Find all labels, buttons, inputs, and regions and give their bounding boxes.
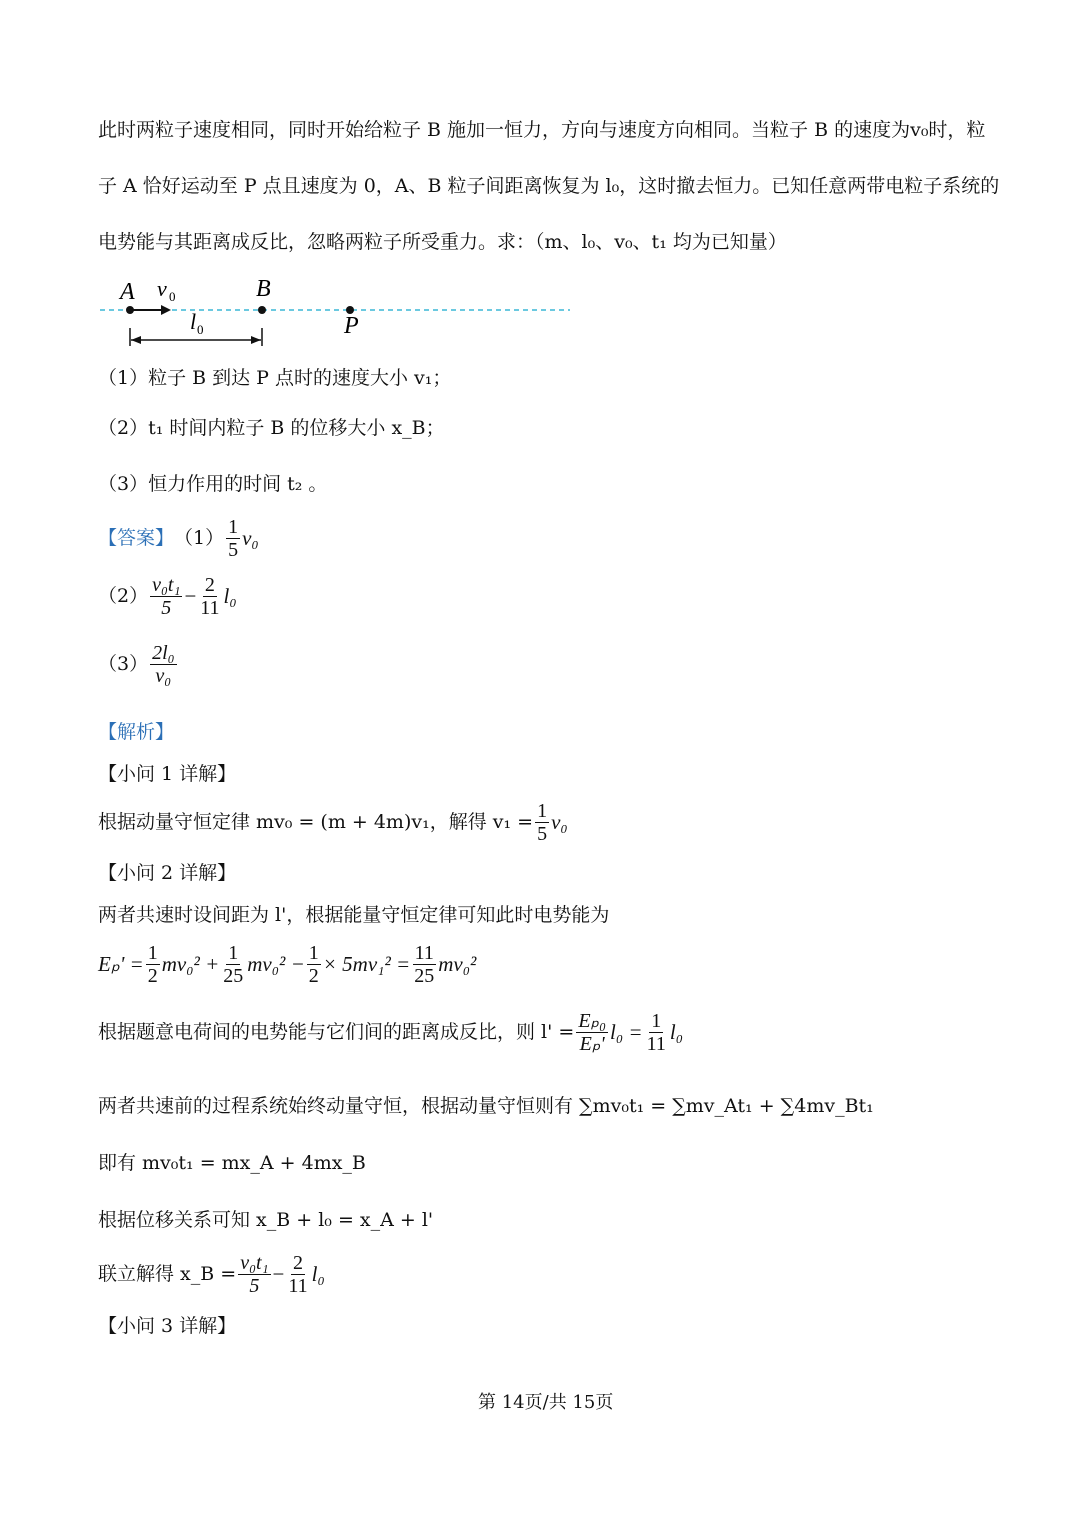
solution-2-line-7 [98,1252,325,1297]
page-number: 第 14页/共 15页 [478,1392,614,1413]
intro-line-2: 子 A 恰好运动至 P 点且速度为 0，A、B 粒子间距离恢复为 l₀，这时撤去恒力。已知任意两带电粒子系统的 [98,175,1000,197]
frac-den: v₀ [155,665,172,687]
question-3: （3）恒力作用的时间 t₂ 。 [98,473,328,495]
answer-1-tail: v₀ [242,526,259,550]
answer-2-op: − [184,584,197,608]
solution-1-tail: v₀ [551,810,568,834]
energy-frac-4 [412,942,436,987]
solution-2-line-7-text: 联立解得 x_B = [98,1263,237,1285]
frac-den: 25 [414,965,435,987]
solution-1 [98,800,568,845]
solution-2-line-3-mid: l₀ = [610,1020,643,1044]
frac-num: 2 [204,574,215,596]
solution-1-text: 根据动量守恒定律 mv₀ = (m + 4m)v₁，解得 v₁ = [98,811,534,833]
ratio-frac [645,1010,668,1055]
xb-tail: l₀ [311,1262,325,1286]
frac-num: 1 [228,516,239,538]
energy-frac-3 [307,942,321,987]
frac-num: Eₚ₀ [578,1010,607,1032]
answer-3 [98,642,179,687]
question-1: （1）粒子 B 到达 P 点时的速度大小 v₁； [98,367,452,389]
solution-2-line-3 [98,1010,683,1055]
dim-arrow-right-icon [251,336,261,344]
answer-tag: 【答案】 [98,527,175,549]
question-2: （2）t₁ 时间内粒子 B 的位移大小 x_B； [98,417,445,439]
label-b: B [256,276,271,302]
solution-2-line-5: 即有 mv₀t₁ = mx_A + 4mx_B [98,1152,366,1174]
label-v0: v [157,276,167,301]
intro-line-3: 电势能与其距离成反比，忽略两粒子所受重力。求：（m、l₀、v₀、t₁ 均为已知量） [98,231,787,253]
frac-den: 25 [223,965,244,987]
answer-1-fraction [226,516,240,561]
frac-den: 2 [308,965,319,987]
label-l0: l [190,309,197,334]
frac-num: v₀t₁ [152,574,181,596]
sub-question-2-title: 【小问 2 详解】 [98,862,237,884]
sub-question-1-title: 【小问 1 详解】 [98,763,237,785]
solution-2-line-3-text: 根据题意电荷间的电势能与它们间的距离成反比，则 l' = [98,1021,575,1043]
solution-2-line-1: 两者共速时设间距为 l'，根据能量守恒定律可知此时电势能为 [98,904,610,926]
label-v0-sub: 0 [169,289,176,304]
frac-den: 11 [646,1033,666,1055]
solution-1-frac [535,800,549,845]
answer-3-label: （3） [98,653,149,675]
sub-question-3-title: 【小问 3 详解】 [98,1315,237,1337]
energy-term-4: mv₀² [438,952,477,976]
energy-term-1: mv₀² + [161,952,220,976]
label-p: P [344,313,359,339]
frac-num: 1 [147,942,158,964]
xb-frac-2 [286,1252,309,1297]
answer-2-tail: l₀ [223,584,237,608]
frac-den: 11 [288,1275,308,1297]
energy-term-2: mv₀² − [247,952,305,976]
frac-num: 11 [414,942,434,964]
answer-2 [98,574,237,619]
frac-den: 5 [161,597,172,619]
frac-den: 2 [147,965,158,987]
answer-2-frac-1 [150,574,182,619]
energy-ratio-frac [576,1010,608,1055]
frac-num: 1 [537,800,548,822]
label-l0-sub: 0 [197,322,204,337]
frac-den: 5 [249,1275,260,1297]
frac-den: 11 [200,597,220,619]
xb-op: − [272,1262,285,1286]
frac-den: Eₚ' [579,1033,605,1055]
xb-frac-1 [238,1252,270,1297]
point-b [258,306,266,314]
answer-2-label: （2） [98,585,149,607]
particle-diagram [95,270,585,360]
solution-2-line-4: 两者共速前的过程系统始终动量守恒，根据动量守恒则有 ∑mv₀t₁ = ∑mv_At₁ + ∑4mv_Bt₁ [98,1095,874,1117]
energy-equation [98,942,476,987]
frac-num: 1 [308,942,319,964]
answer-3-frac [150,642,177,687]
energy-term-3: × 5mv₁² = [322,952,411,976]
answer-2-frac-2 [198,574,221,619]
answer-1-label: （1） [174,527,225,549]
answer-1 [98,516,259,561]
energy-frac-1 [146,942,160,987]
frac-num: 2l₀ [152,642,175,664]
frac-num: 1 [651,1010,662,1032]
energy-frac-2 [221,942,245,987]
intro-line-1: 此时两粒子速度相同，同时开始给粒子 B 施加一恒力，方向与速度方向相同。当粒子 B 的速度为v₀时，粒 [98,119,986,141]
solution-2-line-3-tail: l₀ [669,1020,684,1044]
frac-den: 5 [228,539,239,561]
frac-den: 5 [537,823,548,845]
frac-num: 2 [293,1252,303,1274]
analysis-tag: 【解析】 [98,721,175,743]
frac-num: v₀t₁ [240,1252,269,1274]
frac-num: 1 [228,942,239,964]
energy-lhs: Eₚ' = [98,952,144,976]
dim-arrow-left-icon [131,336,141,344]
arrow-head-icon [161,305,171,315]
label-a: A [120,279,135,305]
solution-2-line-6: 根据位移关系可知 x_B + l₀ = x_A + l' [98,1209,434,1231]
